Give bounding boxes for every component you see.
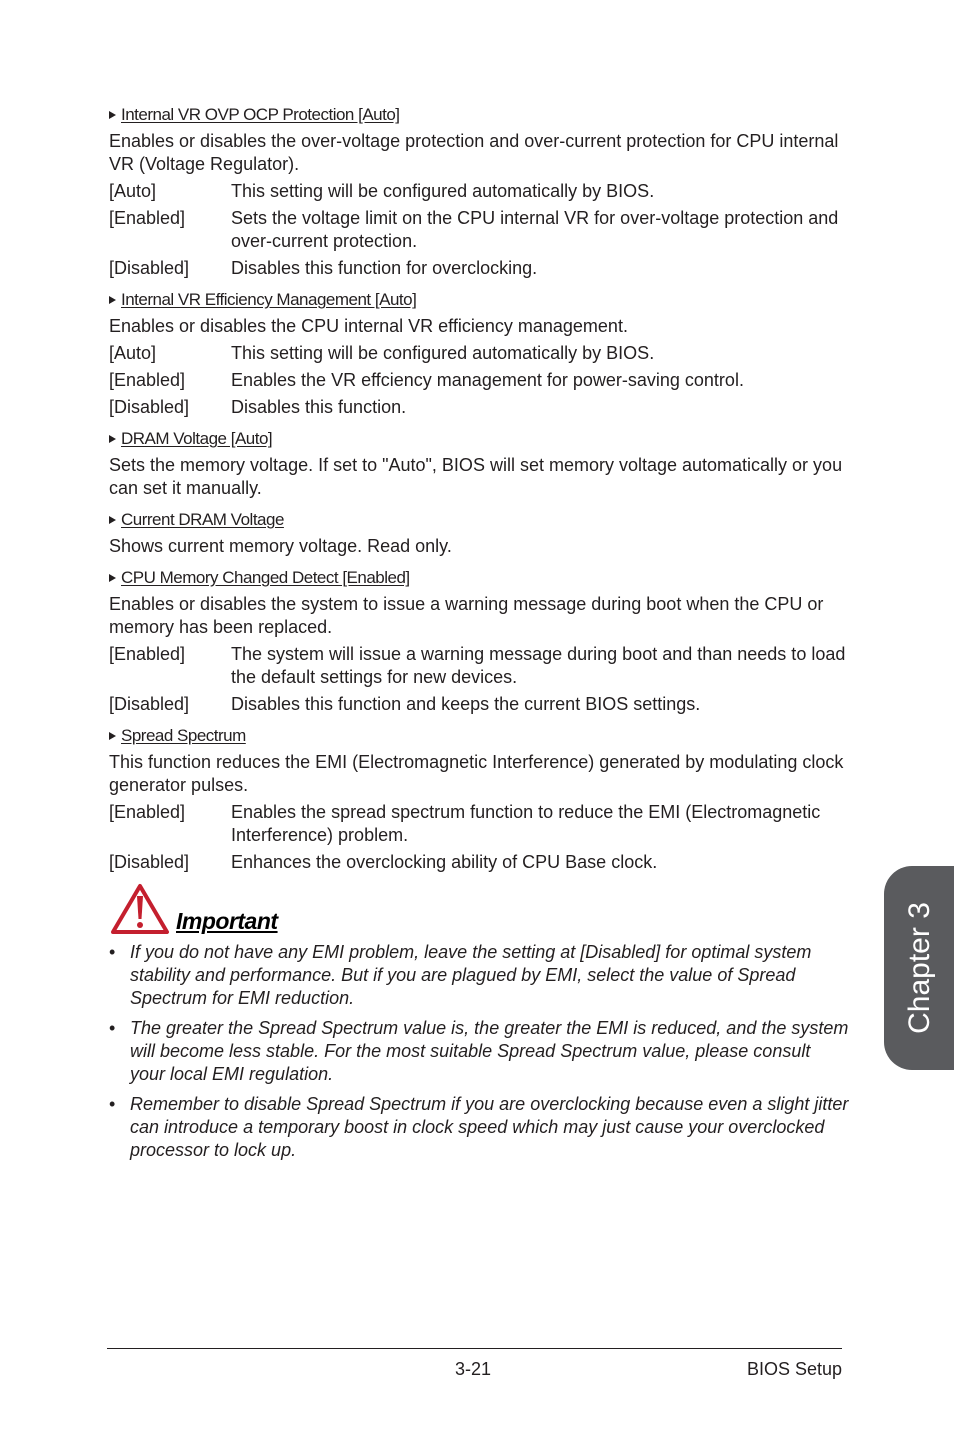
arrow-right-icon — [109, 111, 116, 119]
bullet: • — [109, 942, 116, 962]
setting-description: Enables or disables the system to issue a warning message during boot when the CPU or memory has been replaced. — [109, 594, 824, 637]
chapter-tab-label: Chapter 3 — [903, 902, 936, 1034]
note-item — [109, 941, 849, 1010]
note-item — [109, 1093, 849, 1162]
option-value: The system will issue a warning message during boot and than needs to load the default settings for new devices. — [231, 644, 846, 687]
option-row — [109, 369, 849, 392]
setting-description: This function reduces the EMI (Electromagnetic Interference) generated by modulating clock generator pulses. — [109, 752, 844, 795]
setting-heading-text: Spread Spectrum — [121, 726, 246, 745]
arrow-right-icon — [109, 296, 116, 304]
option-value: Sets the voltage limit on the CPU internal VR for over-voltage protection and over-current protection. — [231, 208, 839, 251]
note-text: The greater the Spread Spectrum value is, the greater the EMI is reduced, and the system will become less stable. For the most suitable Spread Spectrum value, please consult your local EMI regulation. — [130, 1018, 849, 1084]
bullet: • — [109, 1094, 116, 1114]
warning-icon — [110, 883, 170, 935]
option-key: [Enabled] — [109, 208, 186, 228]
setting-heading-text: DRAM Voltage [Auto] — [121, 429, 273, 448]
option-row — [109, 643, 849, 689]
option-row — [109, 342, 849, 365]
setting-heading — [109, 428, 849, 450]
setting-heading — [109, 509, 849, 531]
setting-cpu-memory-changed-detect — [109, 567, 849, 716]
note-text: If you do not have any EMI problem, leave the setting at [Disabled] for optimal system stability and performance. But if you are plagued by EMI, select the value of Spread Spectrum for EMI reduction. — [130, 942, 812, 1008]
arrow-right-icon — [109, 435, 116, 443]
setting-description: Enables or disables the over-voltage protection and over-current protection for CPU internal VR (Voltage Regulator). — [109, 131, 839, 174]
option-key: [Enabled] — [109, 370, 186, 390]
setting-description: Sets the memory voltage. If set to "Auto", BIOS will set memory voltage automatically or you can set it manually. — [109, 455, 843, 498]
option-row — [109, 693, 849, 716]
setting-dram-voltage — [109, 428, 849, 500]
bullet: • — [109, 1018, 116, 1038]
option-value: Disables this function for overclocking. — [231, 258, 538, 278]
option-row — [109, 257, 849, 280]
arrow-right-icon — [109, 574, 116, 582]
setting-vr-efficiency — [109, 289, 849, 419]
setting-heading — [109, 104, 849, 126]
important-title: Important — [176, 908, 278, 934]
option-key: [Auto] — [109, 181, 157, 201]
option-row — [109, 396, 849, 419]
important-notes — [109, 941, 849, 1162]
option-value: Enhances the overclocking ability of CPU Base clock. — [231, 852, 658, 872]
option-row — [109, 801, 849, 847]
setting-description: Shows current memory voltage. Read only. — [109, 536, 452, 556]
page-number: 3-21 — [454, 1359, 492, 1379]
setting-heading — [109, 289, 849, 311]
setting-spread-spectrum — [109, 725, 849, 874]
setting-heading-text: Current DRAM Voltage — [121, 510, 284, 529]
setting-ovp-ocp — [109, 104, 849, 280]
page-content — [109, 104, 849, 1169]
option-value: This setting will be configured automatically by BIOS. — [231, 343, 655, 363]
option-key: [Disabled] — [109, 852, 190, 872]
option-value: Enables the spread spectrum function to reduce the EMI (Electromagnetic Interference) problem. — [231, 802, 821, 845]
option-value: Disables this function. — [231, 397, 407, 417]
footer-divider — [107, 1348, 842, 1349]
option-row — [109, 180, 849, 203]
setting-description: Enables or disables the CPU internal VR efficiency management. — [109, 316, 628, 336]
option-key: [Enabled] — [109, 644, 186, 664]
setting-current-dram-voltage — [109, 509, 849, 558]
option-key: [Auto] — [109, 343, 157, 363]
option-value: Enables the VR effciency management for power-saving control. — [231, 370, 744, 390]
option-key: [Disabled] — [109, 397, 190, 417]
option-value: Disables this function and keeps the current BIOS settings. — [231, 694, 701, 714]
setting-heading-text: CPU Memory Changed Detect [Enabled] — [121, 568, 410, 587]
setting-heading-text: Internal VR Efficiency Management [Auto] — [121, 290, 417, 309]
setting-heading-text: Internal VR OVP OCP Protection [Auto] — [121, 105, 400, 124]
setting-heading — [109, 567, 849, 589]
option-key: [Disabled] — [109, 694, 190, 714]
note-text: Remember to disable Spread Spectrum if you are overclocking because even a slight jitter can introduce a temporary boost in clock speed which may just cause your overclocked processor to lock up. — [130, 1094, 849, 1160]
arrow-right-icon — [109, 516, 116, 524]
setting-heading — [109, 725, 849, 747]
note-item — [109, 1017, 849, 1086]
arrow-right-icon — [109, 732, 116, 740]
important-callout — [110, 883, 849, 935]
option-row — [109, 207, 849, 253]
option-key: [Enabled] — [109, 802, 186, 822]
option-key: [Disabled] — [109, 258, 190, 278]
footer-section-title: BIOS Setup — [746, 1359, 842, 1379]
option-row — [109, 851, 849, 874]
option-value: This setting will be configured automatically by BIOS. — [231, 181, 655, 201]
